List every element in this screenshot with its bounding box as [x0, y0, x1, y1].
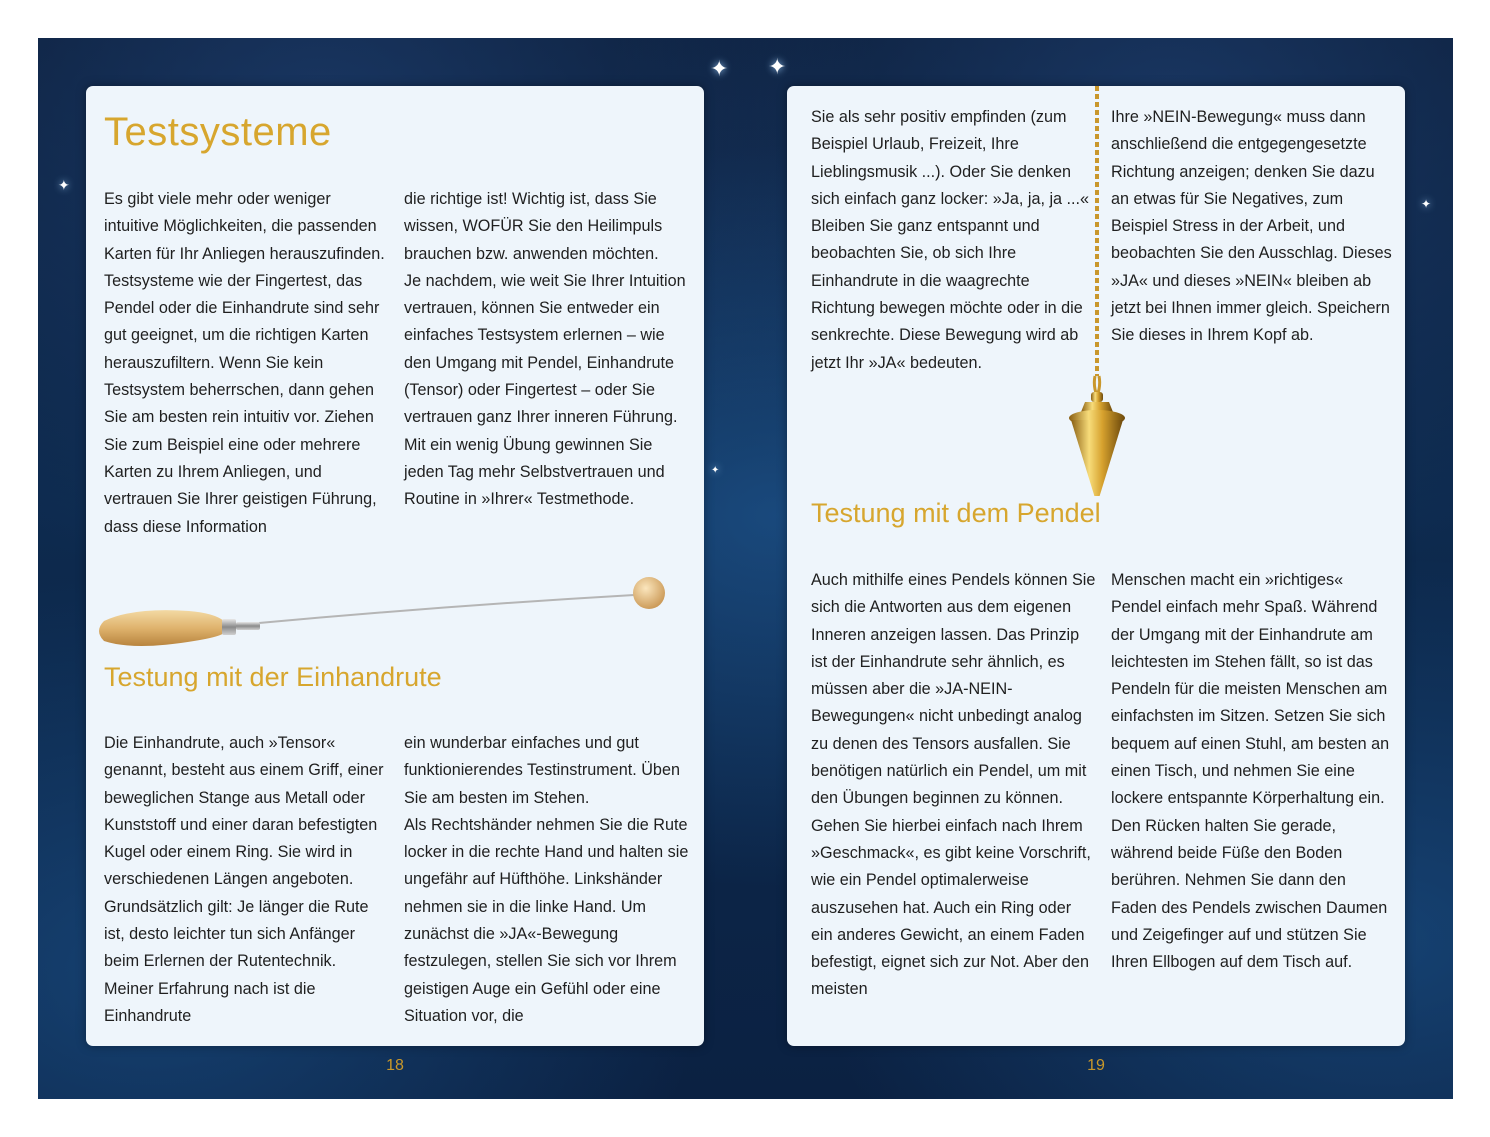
intro-column-2 [404, 186, 689, 514]
einhandrute-column-1 [104, 730, 389, 1030]
paragraph: die richtige ist! Wichtig ist, dass Sie wissen, WOFÜR Sie den Heilimpuls brauchen bzw. anwenden möchten. [404, 190, 663, 263]
paragraph: ein wunderbar einfaches und gut funktionierendes Testinstrument. Üben Sie am besten im Stehen. [404, 734, 680, 807]
paragraph: Als Rechtshänder nehmen Sie die Rute locker in die rechte Hand und halten sie ungefähr auf Hüfthöhe. Linkshänder nehmen sie in die linke Hand. Um zunächst die »JA«-Bewegung festzulegen, stellen Sie sich vor Ihrem geistigen Auge ein Gefühl oder eine Situation vor, die [404, 815, 689, 1025]
pendel-column-2 [1111, 567, 1396, 976]
paragraph: Sie als sehr positiv empfinden (zum Beispiel Urlaub, Freizeit, Ihre Lieblingsmusik ...). Oder Sie denken sich einfach ganz locker: »Ja, ja, ja ...« Bleiben Sie ganz entspannt und beobachten Sie, ob sich Ihre Einhandrute in die waagrechte Richtung bewegen möchte oder in die senkrechte. Diese Bewegung wird ab jetzt Ihr »JA« bedeuten. [811, 108, 1090, 372]
pendulum-image [1057, 86, 1137, 496]
sparkle-icon: ✦ [1421, 197, 1432, 211]
top-column-2 [1111, 104, 1396, 350]
paragraph: Ihre »NEIN-Bewegung« muss dann anschließend die entgegengesetzte Richtung anzeigen; denken Sie dazu an etwas für Sie Negatives, zum Beispiel Stress in der Arbeit, und beobachten Sie den Ausschlag. Dieses »JA« und dieses »NEIN« bleiben ab jetzt bei Ihnen immer gleich. Speichern Sie dieses in Ihrem Kopf ab. [1111, 108, 1392, 345]
paragraph: Es gibt viele mehr oder weniger intuitive Möglichkeiten, die passenden Karten für Ihr Anliegen herauszufinden. Testsysteme wie der Fingertest, das Pendel oder die Einhandrute sind sehr gut geeignet, um die richtigen Karten herauszufiltern. Wenn Sie kein Testsystem beherrschen, dann gehen Sie am besten rein intuitiv vor. Ziehen Sie zum Beispiel eine oder mehrere Karten zu Ihrem Anliegen, und vertrauen Sie Ihrer geistigen Führung, dass diese Information [104, 190, 385, 536]
left-page [86, 86, 704, 1046]
sparkle-icon: ✦ [768, 54, 787, 79]
einhandrute-column-2 [404, 730, 689, 1030]
sparkle-icon: ✦ [711, 465, 720, 476]
sparkle-icon: ✦ [58, 177, 70, 193]
book-spread [38, 38, 1453, 1099]
page-number-left: 18 [386, 1057, 404, 1074]
top-column-1 [811, 104, 1096, 377]
section-heading-pendel: Testung mit dem Pendel [811, 498, 1101, 528]
pendel-column-1 [811, 567, 1096, 1004]
paragraph: Menschen macht ein »richtiges« Pendel einfach mehr Spaß. Während der Umgang mit der Einhandrute am leichtesten im Stehen fällt, so ist das Pendeln für die meisten Menschen am einfachsten im Sitzen. Setzen Sie sich bequem auf einen Stuhl, am besten an einen Tisch, und nehmen Sie eine lockere entspannte Körperhaltung ein. Den Rücken halten Sie gerade, während beide Füße den Boden berühren. Nehmen Sie dann den Faden des Pendels zwischen Daumen und Zeigefinger auf und stützen Sie Ihren Ellbogen auf dem Tisch auf. [1111, 571, 1390, 972]
paragraph: Je nachdem, wie weit Sie Ihrer Intuition vertrauen, können Sie entweder ein einfaches Testsystem erlernen – wie den Umgang mit Pendel, Einhandrute (Tensor) oder Fingertest – oder Sie vertrauen ganz Ihrer inneren Führung. Mit ein wenig Übung gewinnen Sie jeden Tag mehr Selbstvertrauen und Routine in »Ihrer« Testmethode. [404, 271, 686, 509]
paragraph: Die Einhandrute, auch »Tensor« genannt, besteht aus einem Griff, einer beweglichen Stange aus Metall oder Kunststoff und einer daran befestigten Kugel oder einem Ring. Sie wird in verschiedenen Längen angeboten. Grundsätzlich gilt: Je länger die Rute ist, desto leichter tun sich Anfänger beim Erlernen der Rutentechnik. Meiner Erfahrung nach ist die Einhandrute [104, 734, 384, 1025]
paragraph: Auch mithilfe eines Pendels können Sie sich die Antworten aus dem eigenen Inneren anzeigen lassen. Das Prinzip ist der Einhandrute sehr ähnlich, es müssen aber die »JA-NEIN-Bewegungen« nicht unbedingt analog zu denen des Tensors ausfallen. Sie benötigen natürlich ein Pendel, um mit den Übungen beginnen zu können. Gehen Sie hierbei einfach nach Ihrem »Geschmack«, es gibt keine Vorschrift, wie ein Pendel optimalerweise auszusehen hat. Auch ein Ring oder ein anderes Gewicht, an einem Faden befestigt, eignet sich zur Not. Aber den meisten [811, 571, 1096, 999]
page-number-right: 19 [1087, 1057, 1105, 1074]
section-heading-einhandrute: Testung mit der Einhandrute [104, 662, 442, 692]
right-page [787, 86, 1405, 1046]
sparkle-icon: ✦ [710, 56, 729, 81]
tensor-image [94, 571, 674, 666]
page-title: Testsysteme [104, 110, 332, 154]
intro-column-1 [104, 186, 389, 541]
